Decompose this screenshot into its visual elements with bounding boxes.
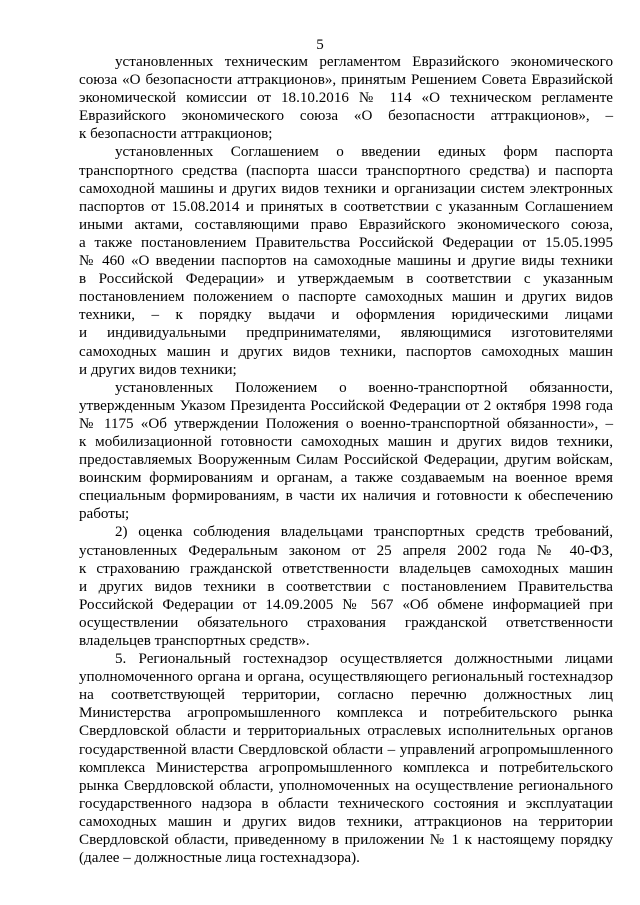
text-line: установленных Положением о военно-транспортной обязанности, <box>115 379 613 396</box>
text-line: владельцев транспортных средств». <box>79 633 310 649</box>
page-number: 5 <box>316 37 324 53</box>
text-line: самоходных машин и других видов техники, аттракционов на территории <box>79 813 613 830</box>
paragraph-passport-agreement <box>79 143 613 378</box>
text-line: к мобилизационной готовности самоходных машин и других видов техники, <box>79 433 613 450</box>
text-line: и других видов техники в соответствии с постановлением Правительства <box>79 578 613 595</box>
paragraph-insurance-assessment <box>79 523 613 650</box>
text-line: предоставляемых Вооруженным Силам Российской Федерации, другим войскам, <box>79 452 613 469</box>
text-line: иными актами, составляющими право Евразийского экономического союза, <box>79 216 613 233</box>
text-line: установленных техническим регламентом Евразийского экономического <box>115 54 613 70</box>
paragraph-military-transport <box>79 379 613 524</box>
text-line: Свердловской области, приведенному в приложении № 1 к настоящему порядку <box>79 832 613 849</box>
text-line: и других видов техники; <box>79 361 237 378</box>
text-line: союза «О безопасности аттракционов», принятым Решением Совета Евразийской <box>79 72 613 89</box>
text-line: Российской Федерации от 14.09.2005 № 567 «Об обмене информацией при <box>79 596 613 613</box>
text-line: Евразийского экономического союза «О безопасности аттракционов», – <box>79 108 613 125</box>
text-line: (далее – должностные лица гостехнадзора). <box>79 850 360 867</box>
text-line: 2) оценка соблюдения владельцами транспортных средств требований, <box>115 524 613 541</box>
text-line: на соответствующей территории, согласно перечню должностных лиц <box>79 687 613 704</box>
text-line: уполномоченного органа и органа, осуществляющего региональный гостехнадзор <box>79 669 613 686</box>
text-line: Министерства агропромышленного комплекса и потребительского рынка <box>79 705 613 722</box>
text-line: 5. Региональный гостехнадзор осуществляется должностными лицами <box>115 651 613 668</box>
text-line: осуществлении обязательного страхования гражданской ответственности <box>79 614 613 631</box>
text-line: самоходной машины и других видов техники и организации систем электронных <box>79 180 613 197</box>
text-line: специальным формированиям, в части их наличия и готовности к обеспечению <box>79 488 613 505</box>
text-line: установленных Соглашением о введении единых форм паспорта <box>115 144 613 161</box>
text-line: экономической комиссии от 18.10.2016 № 114 «О техническом регламенте <box>79 90 613 107</box>
text-line: а также постановлением Правительства Российской Федерации от 15.05.1995 <box>79 234 613 251</box>
text-line: техники, – к порядку выдачи и оформления юридическими лицами <box>79 307 613 324</box>
text-line: транспортного средства (паспорта шасси транспортного средства) и паспорта <box>79 162 613 179</box>
text-line: самоходных машин и других видов техники, паспортов самоходных машин <box>79 343 613 360</box>
text-line: постановлением положением о паспорте самоходных машин и других видов <box>79 289 613 306</box>
text-line: рынка Свердловской области, уполномоченных на осуществление регионального <box>79 777 613 794</box>
text-line: паспортов от 15.08.2014 и принятых в соответствии с указанным Соглашением <box>79 198 613 215</box>
text-line: к страхованию гражданской ответственности владельцев самоходных машин <box>79 560 613 577</box>
text-line: работы; <box>79 506 130 523</box>
paragraph-regional-gostekhnadzor <box>79 650 613 867</box>
text-line: в Российской Федерации» и утверждаемым в соответствии с указанным <box>79 271 613 288</box>
text-line: утвержденным Указом Президента Российской Федерации от 2 октября 1998 года <box>79 397 613 414</box>
text-line: комплекса Министерства агропромышленного комплекса и потребительского <box>79 759 613 776</box>
text-line: установленных Федеральным законом от 25 апреля 2002 года № 40-ФЗ, <box>79 542 613 559</box>
text-line: и индивидуальными предпринимателями, являющимися изготовителями <box>79 325 613 342</box>
text-line: № 1175 «Об утверждении Положения о военно-транспортной обязанности», – <box>79 415 613 432</box>
paragraph-safety-amusement <box>79 53 613 143</box>
text-line: к безопасности аттракционов; <box>79 126 273 143</box>
document-body <box>79 53 613 867</box>
text-line: № 460 «О введении паспортов на самоходные машины и другие виды техники <box>79 253 613 270</box>
text-line: государственного надзора в области технического состояния и эксплуатации <box>79 795 613 812</box>
text-line: воинским формированиям и органам, а также создаваемым на военное время <box>79 470 613 487</box>
text-line: Свердловской области и территориальных отраслевых исполнительных органов <box>79 723 613 740</box>
text-line: государственной власти Свердловской области – управлений агропромышленного <box>79 741 613 758</box>
